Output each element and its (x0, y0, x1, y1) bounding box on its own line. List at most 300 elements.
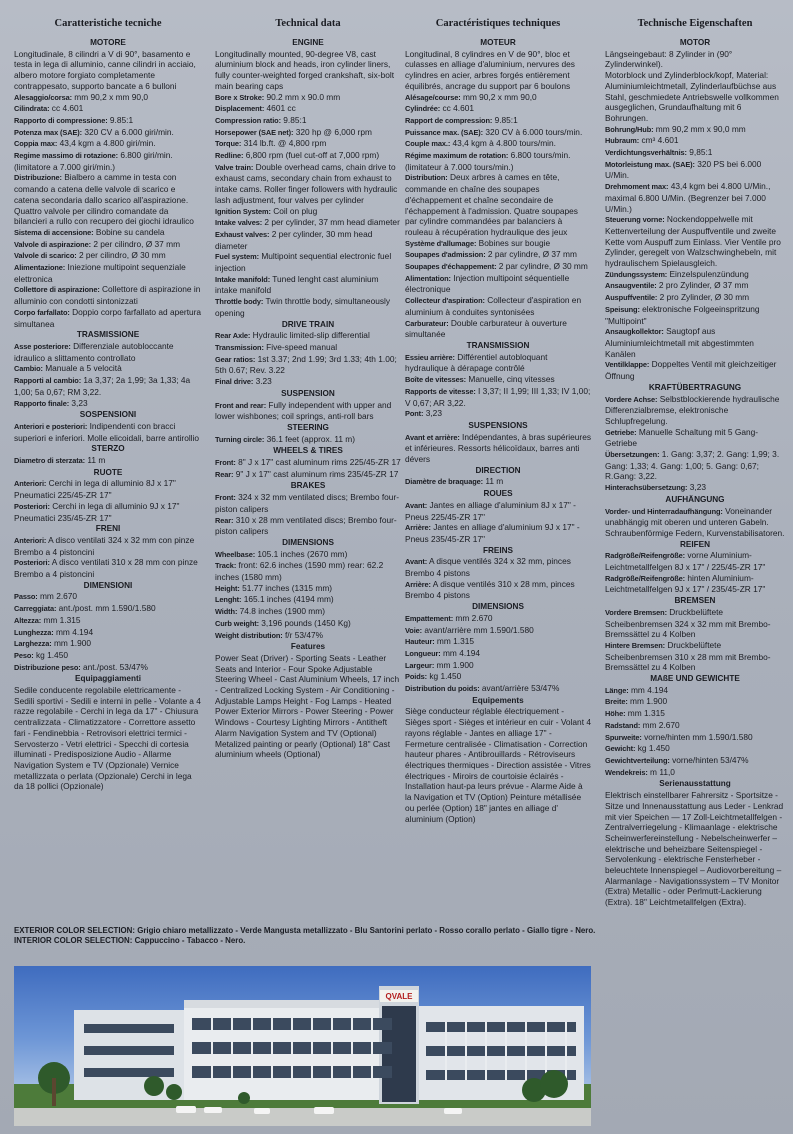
spec-value: ant./post. 53/47% (83, 661, 148, 672)
spec-label: Rapporto di compressione: (14, 115, 108, 125)
spec-value: Multipoint sequential electronic fuel injection (215, 251, 392, 274)
spec-line (405, 522, 591, 544)
spec-label: Vordere Bremsen: (605, 607, 667, 617)
spec-value: 3,23 (425, 408, 442, 419)
spec-line (215, 330, 401, 342)
spec-line (215, 515, 401, 537)
column-title: Technische Eigenschaften (637, 18, 753, 29)
spec-label: Compression ratio: (215, 115, 281, 125)
spec-value: Différentiel autobloquant hydraulique à dérapage contrôlé (405, 351, 548, 374)
spec-value: mm 2.670 (455, 612, 493, 623)
spec-line (14, 455, 202, 467)
spec-label: Diamètre de braquage: (405, 477, 483, 487)
column-italian (14, 18, 202, 792)
spec-value: vorne Aluminium-Leichtmetallfelgen 8J x 17" / 225/45-ZR 17" (605, 550, 766, 573)
spec-value: Druckbelüftete Scheibenbremsen 324 x 32 mm mit Brembo-Bremssättel zu 4 Kolben (605, 606, 771, 640)
spec-value: A disque ventilés 310 x 28 mm, pinces Brembo 4 pistons (405, 578, 575, 601)
spec-label: Übersetzungen: (605, 450, 660, 460)
spec-value: vorne/hinten 53/47% (672, 755, 749, 765)
spec-label: Vordere Achse: (605, 394, 658, 404)
spec-label: Weight distribution: (215, 630, 283, 640)
spec-value: 2 pro Zylinder, Ø 37 mm (658, 280, 749, 291)
section-heading: RUOTE (93, 467, 123, 477)
spec-label: Rear: (215, 515, 234, 525)
spec-value: mm 1.315 (43, 614, 81, 625)
section-heading: AUFHÄNGUNG (665, 494, 725, 504)
spec-label: Final drive: (215, 377, 254, 387)
spec-line (215, 150, 401, 162)
spec-label: Arrière: (405, 523, 431, 533)
color-selection (14, 926, 784, 947)
spec-value: Differenziale autobloccante idraulico a slittamento controllato (14, 340, 174, 363)
spec-line (14, 650, 202, 662)
spec-value: Selbstblockierende hydraulische Differenzialbremse, elektronische Schlupfregelung. (605, 393, 780, 426)
section-heading: FREINS (482, 545, 514, 555)
spec-line (605, 292, 785, 304)
spec-label: Fuel system: (215, 252, 259, 262)
spec-value: 2 par cylindre, Ø 37 mm (487, 249, 577, 260)
spec-value: Double overhead cams, chain drive to exhaust cams, secondary chain from exhaust to intake cams. Roller finger followers with hydraulic lash adjustment, four valves per cylinder (215, 161, 398, 205)
spec-label: Cylindrée: (405, 104, 441, 114)
spec-value: 1a 3,37; 2a 1,99; 3a 1,33; 4a 1,00; 5a 0,67; RM 3,22. (14, 375, 191, 397)
spec-line (14, 685, 202, 792)
spec-line (605, 755, 785, 767)
spec-value: Coil on plug (273, 205, 318, 216)
spec-label: Avant et arrière: (405, 432, 460, 442)
interior-text: Cappuccino - Tabacco - Nero. (134, 936, 246, 946)
spec-value: 11 m (485, 476, 504, 487)
spec-label: Hintere Bremsen: (605, 640, 666, 650)
spec-label: Carreggiata: (14, 604, 57, 614)
spec-line (14, 115, 202, 127)
spec-value: 43,4 kgm à 4.800 tours/min. (452, 138, 556, 149)
spec-value: Motorblock und Zylinderblock/kopf, Material: Aluminiumleichtmetall, Zylinderlaufbüchse aus Stahl, geschmiedete Antriebswelle vollkommen ausgeglichen, Grundaufhaltung mit 6 Bohrungen. (605, 70, 779, 123)
spec-line (605, 708, 785, 720)
spec-line (605, 304, 785, 326)
spec-value: Tuned lenght cast aluminium intake manifold (215, 273, 379, 296)
section-heading: Serienausstattung (659, 779, 731, 789)
spec-value: Elektrisch einstellbarer Fahrersitz - Sportsitze - Sitze und Innenausstattung aus Leder - Lenkrad mit vier Speichen — 17 Zoll-Leichtmetallfelgen - Zentralverriegelung - Klimaanlage - elektrische Scheinwerfereinstellung - Nebelscheinwerfer – elektrische und beheizbare Seitenspiegel - Servolenkung - elektrische Fensterheber - beleuchtete Innenspiegel – Audiovorbereitung – Alarmanlage - Navigationssystem – TV Monitor (Extra) Metallic - oder Perlmutt-Lackierung (Extra). 18" Leichtmetallfelgen (Extra). (605, 790, 784, 908)
spec-line (405, 115, 591, 127)
spec-line (215, 103, 401, 115)
section-heading: BRAKES (290, 481, 326, 491)
spec-label: Distribution du poids: (405, 684, 480, 694)
spec-value: Deux arbres à cames en tête, commande en chaîne des soupapes d'échappement et chaîne secondaire de l'échappement à l'admission. Quatre soupapes par cylindre commandées par balanciers à rouleau à récupération hydraulique des jeux (405, 172, 578, 237)
spec-label: Avant: (405, 500, 428, 510)
spec-value: 1st 3.37; 2nd 1.99; 3rd 1.33; 4th 1.00; 5th 0.67; Rev. 3.22 (215, 353, 397, 376)
spec-value: Sedile conducente regolabile elettricamente - Sedili sportivi - Sedili e interni in pelle - Volante a 4 razze regolabile - Cerchi in lega da 17" - Chiusura centralizzata - Climatizzatore - Correttore assetto fari - Fendinebbia - Retrovisori elettrici termici - Servosterzo - Vetri elettrici - Specchi di cortesia illuminati - Predisposizione Audio - Allarme Navigation System e TV (Opzionale) Vernice metallizzata o perlata (Opzionale) Cerchi in lega da 18 pollici (Opzionale) (14, 685, 201, 792)
spec-value: Iniezione multipoint sequenziale elettronica (14, 262, 186, 284)
spec-label: Curb weight: (215, 618, 259, 628)
spec-label: Redline: (215, 151, 244, 161)
spec-line (405, 352, 591, 374)
spec-label: Distribution: (405, 173, 448, 183)
spec-value: 314 lb.ft. @ 4,800 rpm (243, 138, 327, 149)
spec-value: 320 CV à 6.000 tours/min. (485, 126, 583, 137)
building-sign: QVALE (385, 992, 413, 1001)
spec-value: mm 1.315 (627, 708, 665, 719)
spec-line (605, 280, 785, 292)
section-heading: KRAFTÜBERTRAGUNG (648, 382, 742, 392)
spec-value: 6,800 rpm (fuel cut-off at 7,000 rpm) (245, 150, 380, 161)
spec-value: mm 90,2 mm x 90,0 mm (655, 123, 746, 134)
spec-line (405, 172, 591, 237)
spec-line (405, 408, 591, 420)
column-body (605, 38, 785, 908)
spec-label: Wheelbase: (215, 549, 256, 559)
spec-label: Collettore di aspirazione: (14, 285, 100, 295)
spec-label: Steuerung vorne: (605, 215, 665, 225)
spec-label: Essieu arrière: (405, 352, 455, 362)
spec-line (605, 550, 785, 572)
section-heading: BREMSEN (674, 596, 716, 606)
spec-value: Längseingebaut: 8 Zylinder in (90° Zylinderwinkel). (605, 48, 733, 70)
spec-line (215, 492, 401, 514)
column-title: Caractéristiques techniques (435, 18, 561, 29)
spec-value: Nockendoppelwelle mit Kettenverteilung der Auspuffventile und zweite Kette vom Auspuff zum Einlass. Vier Ventile pro Zylinder, geregelt von Walzschwinghebeln, mit hydraulischem Spielausgleich. (605, 214, 781, 269)
spec-line (405, 249, 591, 261)
spec-line (405, 432, 591, 465)
section-heading: Features (290, 642, 326, 652)
spec-line (215, 594, 401, 606)
spec-value: A disque ventilés 324 x 32 mm, pinces Brembo 4 pistons (405, 556, 571, 579)
spec-label: Puissance max. (SAE): (405, 127, 483, 137)
section-heading: DIMENSIONI (83, 580, 133, 590)
spec-line (605, 685, 785, 697)
spec-line (14, 501, 202, 523)
spec-line (14, 103, 202, 115)
spec-label: Motorleistung max. (SAE): (605, 159, 695, 169)
spec-value: 9.85:1 (283, 114, 307, 125)
column-french (405, 18, 591, 824)
spec-label: Height: (215, 583, 240, 593)
spec-value: 9.85:1 (494, 114, 518, 125)
spec-label: Collecteur d'aspiration: (405, 296, 485, 306)
spec-label: Bore x Stroke: (215, 92, 265, 102)
spec-line (215, 251, 401, 273)
spec-line (605, 269, 785, 281)
spec-value: mm 90,2 x mm 90,0 (462, 91, 537, 102)
spec-value: 9.85:1 (109, 114, 134, 125)
spec-label: Intake manifold: (215, 274, 271, 284)
spec-label: Track: (215, 561, 237, 571)
spec-label: Corpo farfallato: (14, 307, 70, 317)
spec-label: Gewichtverteilung: (605, 756, 670, 765)
spec-value: Bobine su candela (95, 226, 165, 237)
spec-label: Lenght: (215, 595, 242, 605)
spec-value: 36.1 feet (approx. 11 m) (266, 433, 356, 444)
spec-line (405, 500, 591, 522)
spec-line (14, 284, 202, 306)
spec-value: Bialbero a camme in testa con comando a catena delle valvole di scarico e catena secondaria dallo scarico all'aspirazione. Quattro valvole per cilindro comandate da bilancieri a rullo con recupero dei giochi idraulico (14, 172, 194, 227)
spec-value: 6.800 tours/min. (limitateur à 7.000 tours/min.) (405, 150, 571, 172)
factory-photo (14, 966, 591, 1126)
column-german (605, 18, 785, 908)
spec-label: Front and rear: (215, 400, 267, 410)
spec-line (405, 374, 591, 386)
spec-line (405, 49, 591, 92)
spec-line (405, 625, 591, 637)
spec-line (215, 138, 401, 150)
spec-value: Siège conducteur réglable électriquement - Sièges sport - Sièges et intérieur en cuir - Volant 4 rayons réglable - Jantes en alliage 17" - Fermeture centralisée - Climatisation - Correction hauteur phares - Antibrouillards - Rétroviseurs électriques thermiques - Direction assistée - Vitres électriques - Miroirs de courtoisie éclairés - Installation haut-pa leurs prévue - Alarme Aide à la Navigation et TV (Option) Peinture métallisée ou perlée (Option) 18" jantes en alliage d' aluminium (Option) (405, 706, 591, 824)
spec-value: 320 PS bei 6.000 U/Min. (605, 158, 762, 181)
interior-label: INTERIOR COLOR SELECTION: (14, 936, 133, 946)
section-heading: WHEELS & TIRES (273, 446, 343, 456)
spec-value: Saugtopf aus Aluminiumleichtmetall mit abgestimmten Kanälen (605, 326, 754, 359)
section-heading: MOTOR (679, 38, 711, 47)
spec-line (14, 138, 202, 150)
spec-line (14, 227, 202, 239)
spec-line (605, 696, 785, 708)
spec-line (405, 261, 591, 273)
spec-value: Bobines sur bougie (478, 237, 551, 248)
section-heading: DRIVE TRAIN (281, 319, 335, 329)
spec-value: vorne/hinten mm 1.590/1.580 (644, 731, 753, 742)
spec-label: Throttle body: (215, 297, 264, 307)
spec-value: 6.800 giri/min. (limitatore a 7.000 giri/min.) (14, 150, 173, 172)
section-heading: REIFEN (679, 539, 711, 549)
spec-label: Anteriori: (14, 479, 47, 489)
spec-line (405, 648, 591, 660)
spec-line (605, 573, 785, 595)
spec-label: Diametro di sterzata: (14, 456, 86, 466)
spec-value: Manuelle Schaltung mit 5 Gang-Getriebe (605, 426, 759, 449)
spec-value: 3,23 (71, 397, 88, 408)
spec-label: Cilindrata: (14, 104, 50, 114)
exterior-colors (14, 926, 784, 936)
spec-line (605, 449, 785, 482)
section-heading: FRENI (95, 524, 121, 534)
spec-line (605, 720, 785, 732)
spec-label: Sistema di accensione: (14, 227, 94, 237)
spec-line (215, 618, 401, 630)
spec-line (405, 103, 591, 115)
section-heading: DIMENSIONS (282, 537, 334, 547)
spec-line (605, 743, 785, 755)
spec-value: 320 hp @ 6,000 rpm (295, 126, 372, 137)
spec-label: Pont: (405, 409, 424, 419)
column-title: Technical data (275, 18, 341, 29)
spec-value: Hydraulic limited-slip differential (252, 330, 370, 341)
spec-value: Collecteur d'aspiration en aluminium à conduites syntonisées (405, 295, 582, 317)
section-heading: MOTORE (90, 38, 126, 47)
spec-line (14, 307, 202, 329)
spec-value: 105.1 inches (2670 mm) (257, 548, 348, 559)
spec-line (405, 660, 591, 672)
spec-value: cc 4.601 (51, 103, 84, 114)
spec-value: 2 per cilindro, Ø 30 mm (78, 250, 166, 261)
spec-value: mm 1.315 (436, 636, 475, 647)
spec-label: Système d'allumage: (405, 238, 477, 248)
column-body (14, 38, 202, 792)
spec-value: Double carburateur à ouverture simultanée (405, 317, 567, 340)
spec-line (14, 150, 202, 172)
spec-line (215, 376, 401, 388)
spec-value: mm 1.900 (436, 659, 474, 670)
spec-line (14, 375, 202, 397)
spec-line (215, 296, 401, 318)
spec-label: Front: (215, 458, 236, 468)
spec-label: Distribuzione peso: (14, 662, 81, 672)
spec-label: Arrière: (405, 579, 431, 589)
section-heading: SUSPENSION (281, 388, 335, 398)
spec-line (14, 341, 202, 363)
spec-label: Regime massimo di rotazione: (14, 151, 118, 161)
spec-label: Wendekreis: (605, 767, 648, 777)
spec-label: Rear: (215, 469, 234, 479)
column-body (405, 38, 591, 824)
spec-line (605, 135, 785, 147)
section-heading: TRASMISSIONE (76, 330, 140, 340)
spec-label: Valvole di scarico: (14, 251, 77, 261)
spec-line (215, 206, 401, 218)
spec-value: A disco ventilati 324 x 32 mm con pinze Brembo a 4 pistoncini (14, 534, 195, 557)
spec-line (405, 579, 591, 601)
column-english (215, 18, 401, 760)
spec-label: Width: (215, 607, 238, 617)
spec-line (215, 49, 401, 92)
spec-line (215, 457, 401, 469)
spec-label: Bohrung/Hub: (605, 124, 654, 134)
spec-label: Displacement: (215, 104, 265, 114)
spec-label: Intake valves: (215, 218, 263, 228)
spec-label: Getriebe: (605, 427, 637, 437)
spec-line (405, 92, 591, 104)
spec-value: 2 per cylinder, 37 mm head diameter (264, 217, 400, 228)
spec-label: Alimentazione: (14, 263, 66, 273)
spec-value: Cerchi in lega di alluminio 8J x 17" Pneumatici 225/45-ZR 17" (14, 478, 176, 501)
spec-value: 2 pro Zylinder, Ø 30 mm (659, 292, 750, 303)
spec-label: Höhe: (605, 709, 626, 719)
spec-label: Torque: (215, 139, 242, 149)
factory-building-illustration (14, 966, 591, 1126)
column-title: Caratteristiche tecniche (54, 18, 162, 29)
spec-line (605, 70, 785, 124)
spec-line (605, 147, 785, 159)
spec-line (605, 214, 785, 269)
spec-line (215, 549, 401, 561)
spec-line (14, 638, 202, 650)
spec-label: Gear ratios: (215, 354, 256, 364)
spec-value: 2 par cylindre, Ø 30 mm (498, 261, 588, 272)
spec-line (405, 613, 591, 625)
spec-label: Radgröße/Reifengröße: (605, 573, 686, 583)
spec-value: mm 90,2 x mm 90,0 (74, 91, 149, 102)
spec-line (14, 627, 202, 639)
spec-value: 8" J x 17" cast aluminum rims 225/45-ZR 17 (238, 457, 401, 468)
spec-line (14, 398, 202, 410)
spec-value: Manuale a 5 velocità (45, 363, 122, 374)
spec-line (215, 400, 401, 422)
spec-label: Valvole di aspirazione: (14, 239, 91, 249)
spec-line (14, 591, 202, 603)
spec-value: 9,85:1 (689, 147, 713, 158)
section-heading: STEERING (287, 422, 329, 432)
spec-value: cc 4.601 (442, 103, 475, 114)
spec-line (215, 274, 401, 296)
spec-label: Soupapes d'échappement: (405, 262, 497, 272)
spec-label: Verdichtungsverhältnis: (605, 148, 687, 158)
spec-value: 2 per cylinder, 30 mm head diameter (215, 228, 373, 251)
spec-value: Injection multipoint séquentielle électronique (405, 272, 570, 295)
spec-label: Hubraum: (605, 136, 640, 146)
spec-label: Posteriori: (14, 501, 50, 511)
spec-value: 43,4 kgm bei 4.800 U/Min., maximal 6.800 U/Min. (Begrenzer bei 7.000 U/Min.) (605, 181, 771, 214)
spec-label: Longueur: (405, 648, 441, 658)
section-heading: SUSPENSIONS (468, 420, 528, 430)
spec-label: Soupapes d'admission: (405, 250, 486, 260)
spec-value: elektronische Folgeeinspritzung "Multipoint" (605, 303, 760, 326)
spec-line (605, 394, 785, 427)
section-heading: DIRECTION (475, 465, 521, 475)
section-heading: Equipements (472, 695, 524, 705)
spec-label: Passo: (14, 592, 38, 602)
spec-line (605, 159, 785, 181)
section-heading: ENGINE (292, 38, 324, 47)
section-heading: STERZO (91, 444, 125, 454)
spec-value: mm 4.194 (55, 626, 94, 637)
spec-line (405, 273, 591, 295)
spec-value: avant/arrière mm 1.590/1.580 (424, 624, 534, 635)
spec-value: mm 4.194 (442, 647, 481, 658)
spec-label: Asse posteriore: (14, 341, 71, 351)
spec-label: Radstand: (605, 720, 641, 730)
spec-line (14, 535, 202, 557)
spec-label: Peso: (14, 650, 34, 660)
spec-value: Five-speed manual (266, 341, 338, 352)
spec-line (14, 127, 202, 139)
spec-label: Rapporto finale: (14, 398, 70, 408)
spec-label: Spurweite: (605, 732, 642, 742)
spec-line (215, 342, 401, 354)
spec-line (14, 262, 202, 284)
spec-label: Rapports de vitesse: (405, 386, 476, 396)
spec-line (215, 127, 401, 139)
spec-value: Power Seat (Driver) - Sporting Seats - Leather Seats and Interior - Four Spoke Adjustable Steering Wheel - Cast Aluminium Wheels, 17 inch - Centralized Locking System - Air Conditioning - Adjustable Lamps Height - Fog Lamps - Heated Power Exterior Mirrors - Power Steering - Power Windows - Courtesy Lighting Mirrors - Antitheft Alarm Navigation System and TV (Optional) Metalized painting or pearly (Optional) 18" Cast aluminium wheels (Optional) (215, 652, 400, 760)
spec-line (605, 607, 785, 640)
spec-label: Ansaugventile: (605, 281, 657, 291)
spec-line (605, 181, 785, 214)
spec-line (14, 615, 202, 627)
spec-label: Couple max.: (405, 139, 451, 149)
spec-value: mm 2.670 (642, 719, 680, 730)
spec-value: Doppeltes Ventil mit gleichzeitiger Öffnung (605, 359, 777, 382)
spec-label: Rear Axle: (215, 331, 251, 341)
spec-label: Largeur: (405, 660, 435, 670)
spec-value: Longitudinally mounted, 90-degree V8, cast aluminium block and heads, iron cylinder liners, fully counter-weighted forged crankshaft, six-bolt main bearing caps (215, 48, 395, 91)
spec-line (215, 606, 401, 618)
spec-line (215, 92, 401, 104)
spec-line (605, 427, 785, 449)
spec-value: Druckbelüftete Scheibenbremsen 310 x 28 mm mit Brembo-Bremssättel zu 4 Kolben (605, 639, 771, 673)
spec-line (215, 560, 401, 582)
spec-line (215, 469, 401, 481)
spec-line (405, 127, 591, 139)
spec-value: 3,23 (689, 482, 706, 493)
spec-line (605, 506, 785, 539)
spec-line (215, 217, 401, 229)
spec-line (14, 172, 202, 227)
spec-value: mm 4.194 (630, 684, 669, 695)
spec-label: Rapport de compression: (405, 115, 493, 125)
spec-label: Cambio: (14, 364, 43, 374)
spec-line (215, 115, 401, 127)
spec-value: avant/arrière 53/47% (481, 683, 560, 694)
spec-label: Hinterachsübersetzung: (605, 483, 688, 493)
spec-line (215, 653, 401, 760)
spec-line (14, 662, 202, 674)
spec-label: Anteriori: (14, 535, 47, 545)
